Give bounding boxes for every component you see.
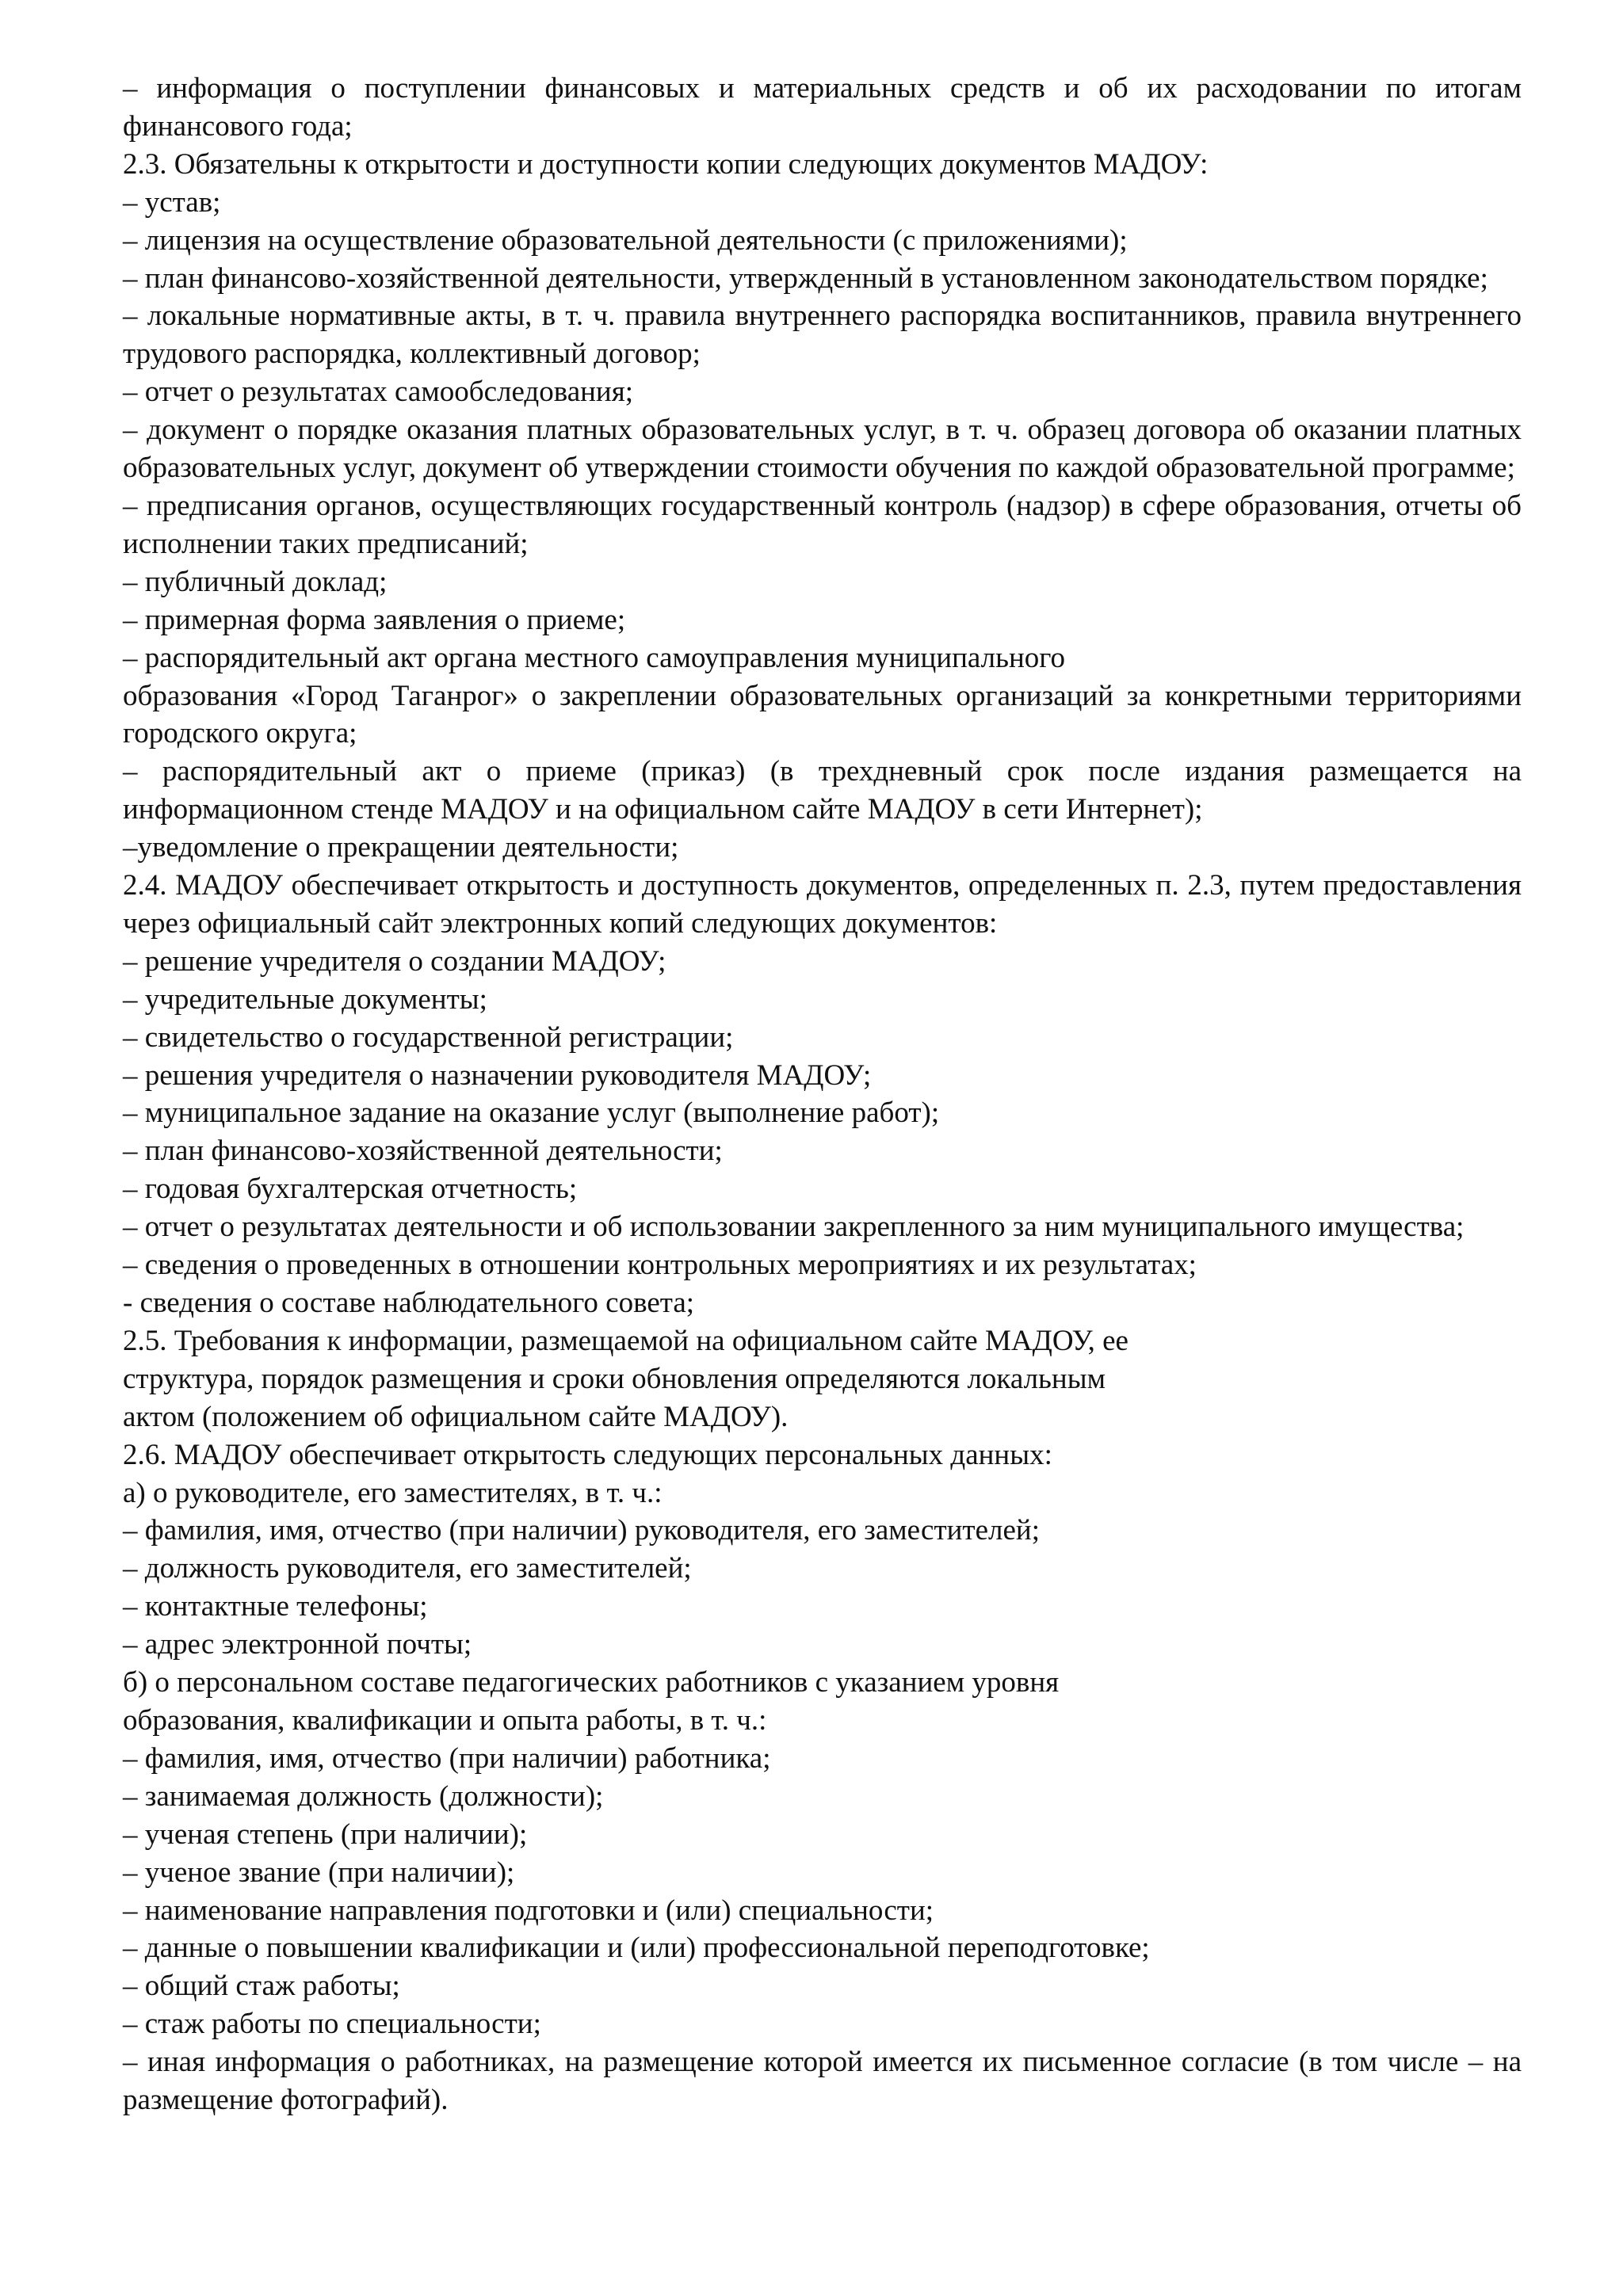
section-2-5-line-2: структура, порядок размещения и сроки обновления определяются локальным	[123, 1362, 1106, 1395]
list-item-phones: – контактные телефоны;	[123, 1590, 428, 1623]
section-2-4-heading: 2.4. МАДОУ обеспечивает открытость и доступность документов, определенных п. 2.3, путем предоставления через официальный сайт электронных копий следующих документов:	[123, 869, 1522, 940]
section-2-5-line-3: актом (положением об официальном сайте МАДОУ).	[123, 1400, 789, 1433]
list-item-specialty: – наименование направления подготовки и (или) специальности;	[123, 1894, 934, 1927]
section-2-3-heading: 2.3. Обязательны к открытости и доступности копии следующих документов МАДОУ:	[123, 147, 1209, 181]
list-item-position-held: – занимаемая должность (должности);	[123, 1779, 604, 1813]
list-item-municipal-act-continued: образования «Город Таганрог» о закреплении образовательных организаций за конкретными территориями городского округа;	[123, 679, 1522, 750]
list-item-fin-plan: – план финансово-хозяйственной деятельности;	[123, 1135, 723, 1168]
list-item-degree: – ученая степень (при наличии);	[123, 1817, 528, 1851]
section-2-6-heading: 2.6. МАДОУ обеспечивает открытость следующих персональных данных:	[123, 1438, 1052, 1471]
list-item-specialty-experience: – стаж работы по специальности;	[123, 2008, 541, 2041]
list-item-charter: – устав;	[123, 185, 221, 219]
list-item-inspections: – сведения о проведенных в отношении контрольных мероприятиях и их результатах;	[123, 1249, 1197, 1282]
section-2-5-line-1: 2.5. Требования к информации, размещаемой на официальном сайте МАДОУ, ее	[123, 1324, 1128, 1357]
list-item-self-assessment: – отчет о результатах самообследования;	[123, 376, 634, 409]
list-item-qualification: – данные о повышении квалификации и (или) профессиональной переподготовке;	[123, 1932, 1150, 1965]
list-item-municipal-task: – муниципальное задание на оказание услуг (выполнение работ);	[123, 1097, 940, 1130]
list-item-head-appointment: – решения учредителя о назначении руководителя МАДОУ;	[123, 1058, 872, 1092]
list-item-registration-certificate: – свидетельство о государственной регистрации;	[123, 1020, 734, 1054]
list-item-activity-report: – отчет о результатах деятельности и об использовании закрепленного за ним муниципального имущества;	[123, 1211, 1465, 1244]
list-item-supervisory-board: - сведения о составе наблюдательного совета;	[123, 1287, 695, 1319]
list-item-head-position: – должность руководителя, его заместителей;	[123, 1552, 692, 1585]
subsection-b-heading: б) о персональном составе педагогических работников с указанием уровня	[123, 1666, 1060, 1699]
list-item-financial-info: – информация о поступлении финансовых и материальных средств и об их расходовании по итогам финансового года;	[123, 72, 1522, 143]
list-item-founder-decision: – решение учредителя о создании МАДОУ;	[123, 944, 666, 978]
list-item-financial-plan: – план финансово-хозяйственной деятельности, утвержденный в установленном законодательством порядке;	[123, 261, 1488, 295]
list-item-termination-notice: –уведомление о прекращении деятельности;	[123, 831, 679, 864]
list-item-annual-accounts: – годовая бухгалтерская отчетность;	[123, 1173, 578, 1206]
list-item-employee-name: – фамилия, имя, отчество (при наличии) работника;	[123, 1741, 771, 1775]
list-item-license: – лицензия на осуществление образовательной деятельности (с приложениями);	[123, 223, 1128, 257]
list-item-head-name: – фамилия, имя, отчество (при наличии) руководителя, его заместителей;	[123, 1514, 1040, 1547]
list-item-email: – адрес электронной почты;	[123, 1628, 472, 1661]
list-item-total-experience: – общий стаж работы;	[123, 1970, 400, 2003]
list-item-application-form: – примерная форма заявления о приеме;	[123, 603, 626, 636]
subsection-b-heading-continued: образования, квалификации и опыта работы, в т. ч.:	[123, 1703, 767, 1737]
list-item-constituent-documents: – учредительные документы;	[123, 982, 487, 1016]
list-item-municipal-act: – распорядительный акт органа местного самоуправления муниципального	[123, 641, 1066, 674]
list-item-public-report: – публичный доклад;	[123, 565, 388, 598]
subsection-a-heading: а) о руководителе, его заместителях, в т. ч.:	[123, 1476, 663, 1509]
list-item-prescriptions: – предписания органов, осуществляющих государственный контроль (надзор) в сфере образования, отчеты об исполнении таких предписаний;	[123, 489, 1522, 560]
list-item-local-acts: – локальные нормативные акты, в т. ч. правила внутреннего распорядка воспитанников, правила внутреннего трудового распорядка, коллективный договор;	[123, 299, 1522, 371]
list-item-other-info: – иная информация о работниках, на размещение которой имеется их письменное согласие (в том числе – на размещение фотографий).	[123, 2046, 1522, 2117]
list-item-admission-order: – распорядительный акт о приеме (приказ) (в трехдневный срок после издания размещается на информационном стенде МАДОУ и на официальном сайте МАДОУ в сети Интернет);	[123, 755, 1522, 826]
document-page	[123, 70, 1522, 2119]
list-item-academic-title: – ученое звание (при наличии);	[123, 1855, 515, 1889]
list-item-paid-services: – документ о порядке оказания платных образовательных услуг, в т. ч. образец договора об оказании платных образовательных услуг, документ об утверждении стоимости обучения по каждой образовательной программе;	[123, 414, 1522, 485]
